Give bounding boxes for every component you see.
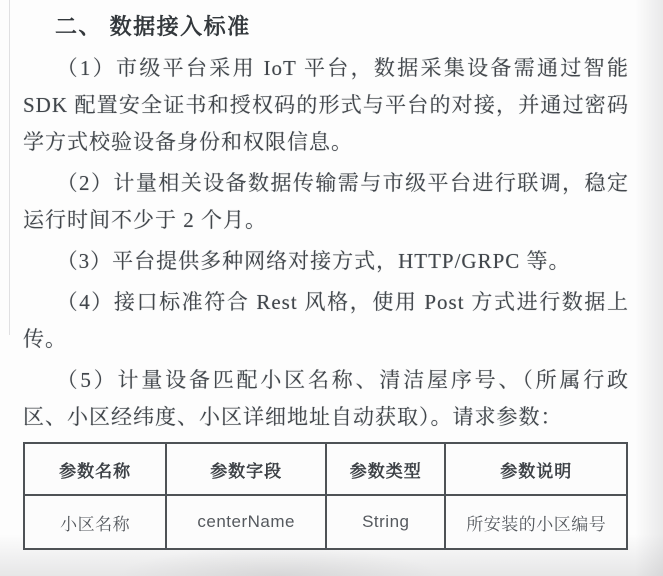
section-heading: 二、 数据接入标准 xyxy=(55,14,251,39)
table-header-param-type: 参数类型 xyxy=(326,443,445,495)
table-cell-param-desc: 所安装的小区编号 xyxy=(445,495,627,549)
table-cell-param-name: 小区名称 xyxy=(24,495,166,549)
table-header-param-field: 参数字段 xyxy=(166,443,326,495)
table-header-param-desc: 参数说明 xyxy=(445,443,627,495)
paragraph-5: （5）计量设备匹配小区名称、清洁屋序号、（所属行政区、小区经纬度、小区详细地址自动获取）。请求参数： xyxy=(23,368,629,429)
request-params-table xyxy=(23,442,628,550)
table-cell-param-type: String xyxy=(326,495,445,549)
table-header-param-name: 参数名称 xyxy=(24,443,166,495)
paragraph-4: （4）接口标准符合 Rest 风格，使用 Post 方式进行数据上传。 xyxy=(23,290,629,351)
paragraph-3: （3）平台提供多种网络对接方式，HTTP/GRPC 等。 xyxy=(56,249,571,273)
table-header-row xyxy=(24,443,627,495)
paragraph-2: （2）计量相关设备数据传输需与市级平台进行联调，稳定运行时间不少于 2 个月。 xyxy=(23,171,629,232)
paragraph-1: （1）市级平台采用 IoT 平台，数据采集设备需通过智能 SDK 配置安全证书和授权码的形式与平台的对接，并通过密码学方式校验设备身份和权限信息。 xyxy=(23,56,629,154)
table-cell-param-field: centerName xyxy=(166,495,326,549)
table-row xyxy=(24,495,627,549)
